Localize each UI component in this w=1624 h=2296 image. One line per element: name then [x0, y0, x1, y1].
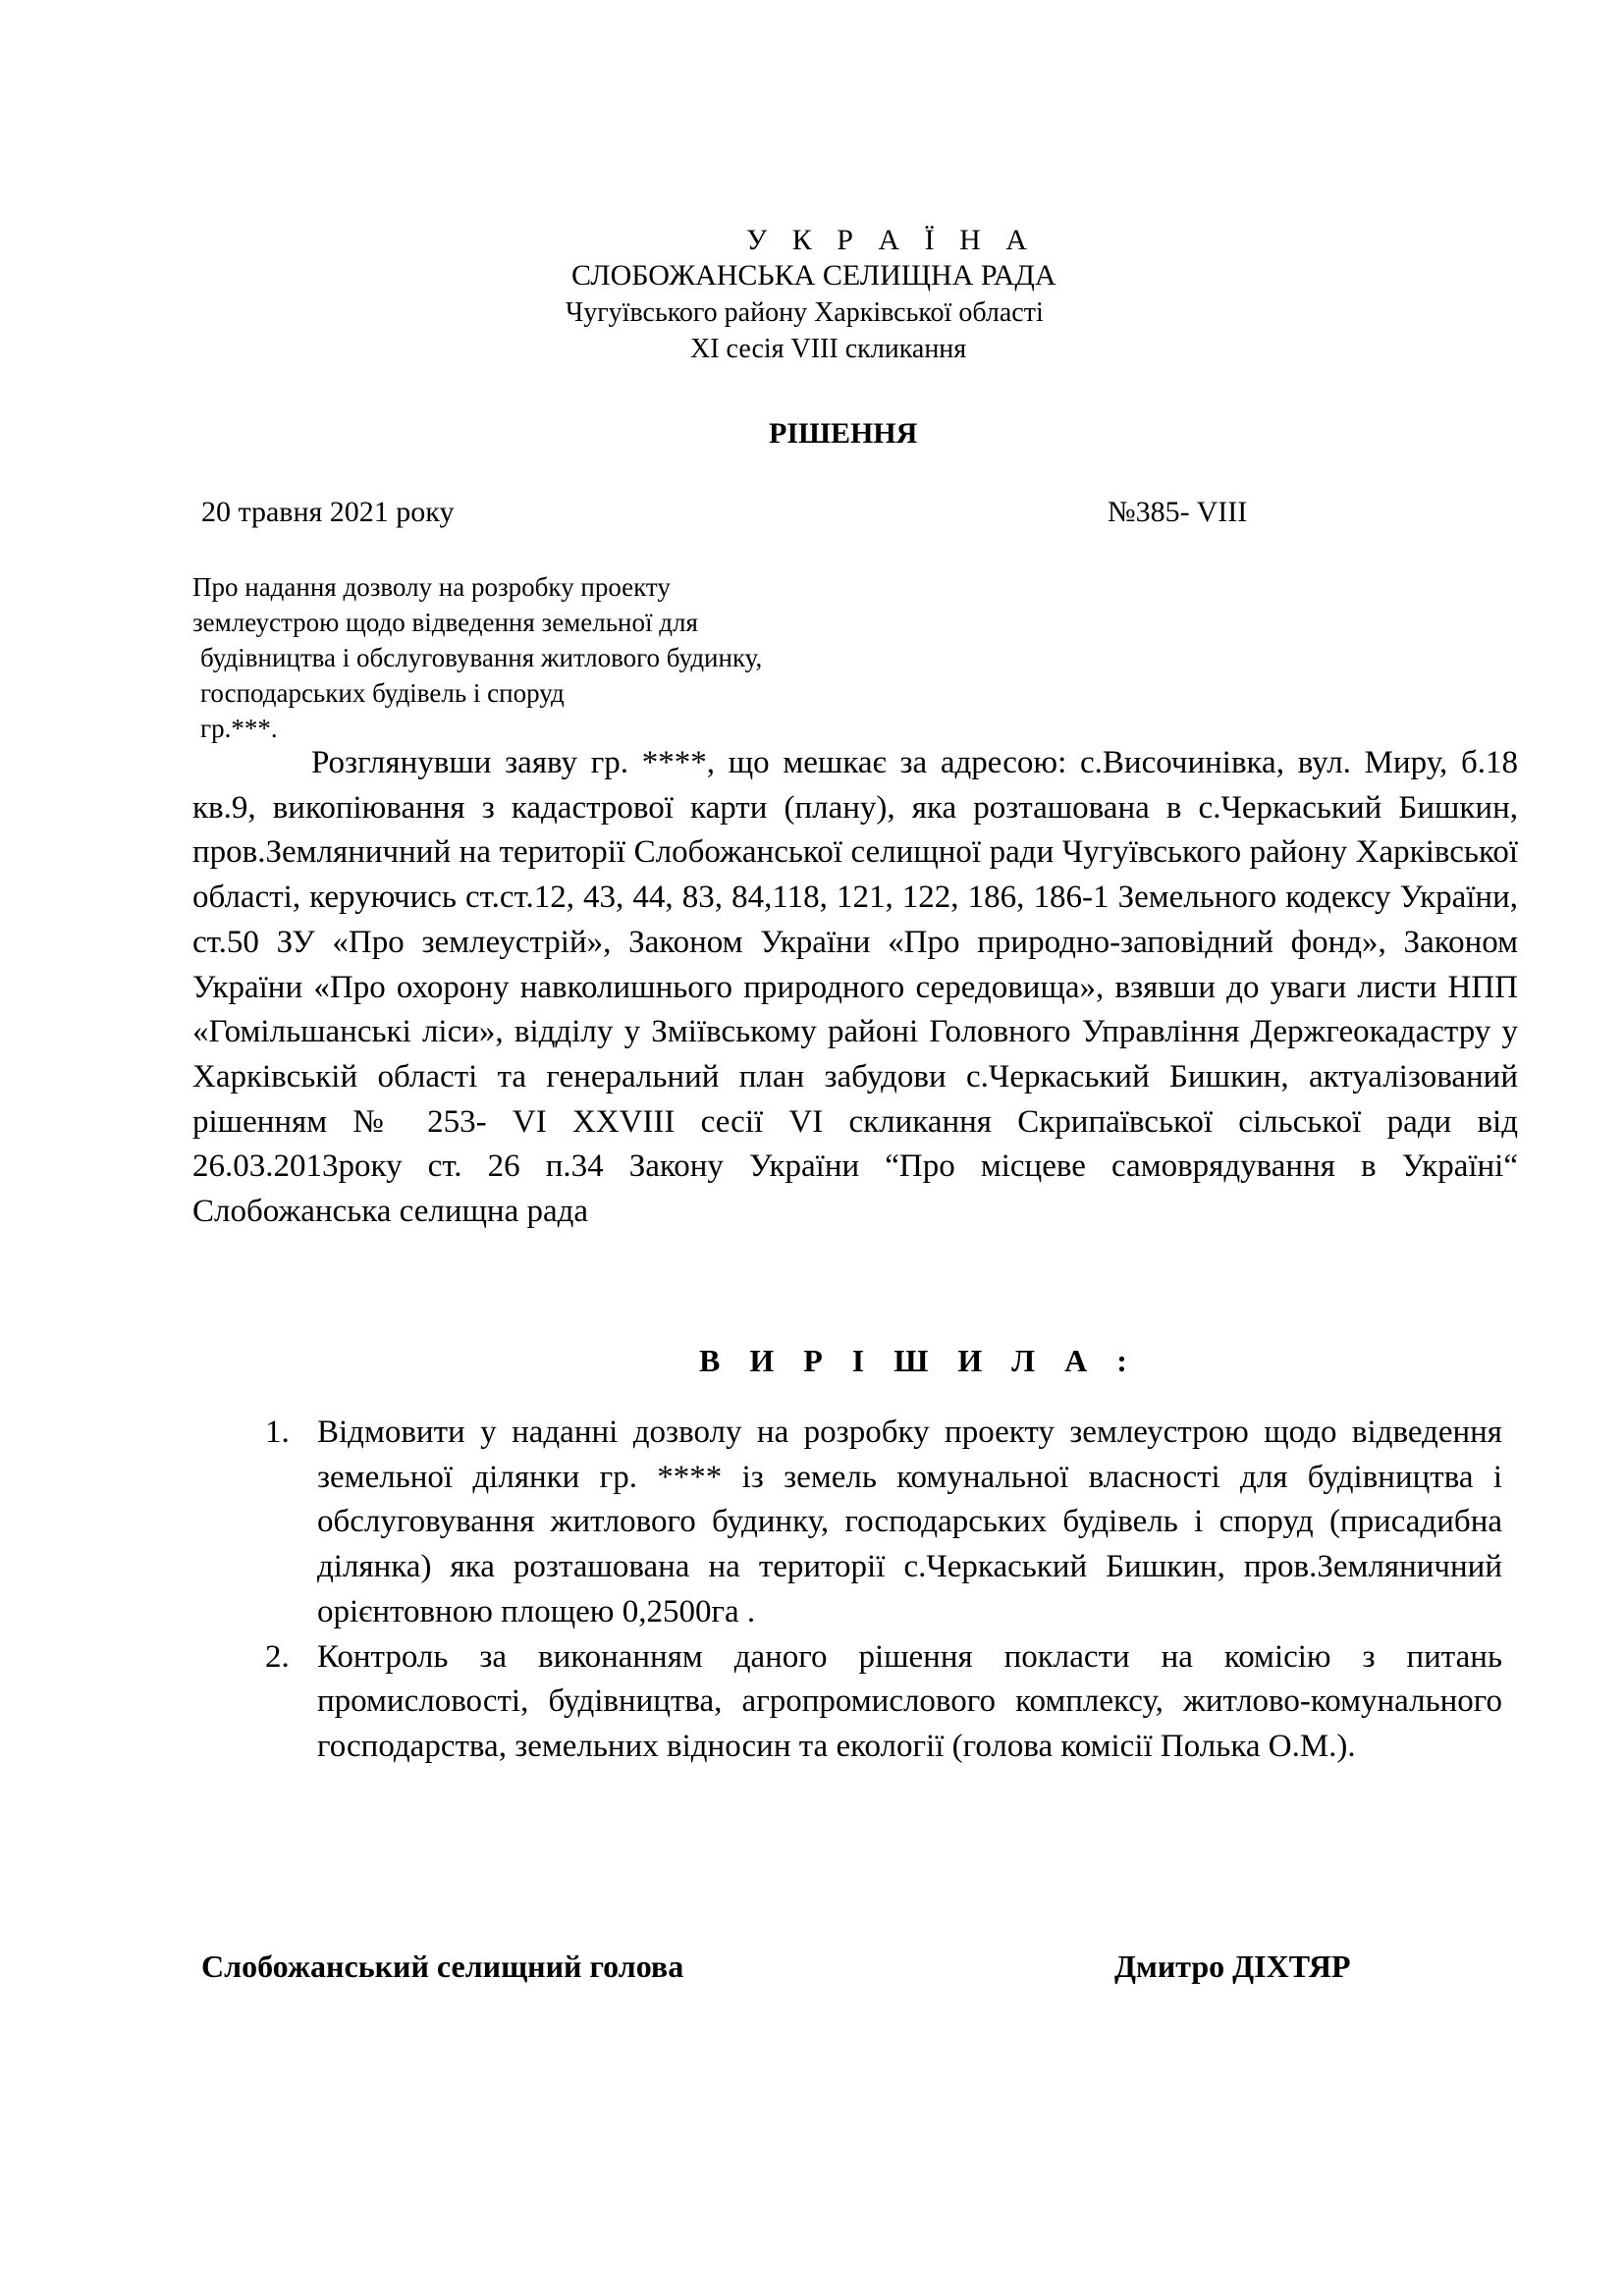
decision-subject	[192, 569, 762, 746]
subject-line: землеустрою щодо відведення земельної для	[192, 608, 698, 637]
preamble-text: Розглянувши заяву гр. ****, що мешкає за адресою: с.Височинівка, вул. Миру, б.18 кв.9, викопіювання з кадастрової карти (плану), яка розташована в с.Черкаський Бишкин, пров.Земляничний на території Слобожанської селищної ради Чугуївського району Харківської області, керуючись ст.ст.12, 43, 44, 83, 84,118, 121, 122, 186, 186-1 Земельного кодексу України, ст.50 ЗУ «Про землеустрій», Законом України «Про природно-заповідний фонд», Законом України «Про охорону навколишнього природного середовища», взявши до уваги листи НПП «Гомільшанські ліси», відділу у Зміївському районі Головного Управління Держгеокадастру у Харківській області та генеральний план забудови с.Черкаський Бишкин, актуалізований рішенням № 253- VI XXVIII сесії VI скликання Скрипаївської сільської ради від 26.03.2013року ст. 26 п.34 Закону України “Про місцеве самоврядування в Україні“ Слобожанська селищна рада	[192, 745, 1518, 1230]
district-name: Чугуївського району Харківської області	[566, 297, 1044, 328]
item-number: 1.	[265, 1415, 290, 1450]
item-text: Контроль за виконанням даного рішення покласти на комісію з питань промисловості, будівництва, агропромислового комплексу, житлово-комунального господарства, земельних відносин та екології (голова комісії Полька О.М.).	[317, 1638, 1502, 1764]
subject-line: господарських будівель і споруд	[200, 678, 565, 708]
country-name: У К Р А Ї Н А	[746, 224, 1036, 256]
decided-heading: В И Р І Ш И Л А :	[699, 1343, 1138, 1378]
decision-items	[0, 1411, 1624, 1770]
signatory-title: Слобожанський селищний голова	[201, 1949, 684, 1984]
signatory-name: Дмитро ДІХТЯР	[1114, 1949, 1351, 1984]
document-title: РІШЕННЯ	[769, 417, 918, 450]
item-text: Відмовити у наданні дозволу на розробку проекту землеустрою щодо відведення земельної ділянки гр. **** із земель комунальної власності для будівництва і обслуговування житлового будинку, господарських будівель і споруд (присадибна ділянка) яка розташована на території с.Черкаський Бишкин, пров.Земляничний орієнтовною площею 0,2500га .	[317, 1415, 1502, 1629]
subject-line: Про надання дозволу на розробку проекту	[192, 572, 671, 602]
council-name: СЛОБОЖАНСЬКА СЕЛИЩНА РАДА	[571, 259, 1056, 292]
session-info: ХІ сесія VIII скликання	[690, 334, 967, 364]
subject-line: гр.***.	[200, 714, 278, 743]
list-item	[0, 1411, 1624, 1635]
item-number: 2.	[265, 1638, 290, 1675]
decision-number: №385- VIІІ	[1108, 496, 1248, 528]
decision-date: 20 травня 2021 року	[201, 496, 455, 528]
preamble-paragraph	[192, 741, 1518, 1235]
list-item	[0, 1635, 1624, 1770]
subject-line: будівництва і обслуговування житлового будинку,	[200, 643, 763, 672]
